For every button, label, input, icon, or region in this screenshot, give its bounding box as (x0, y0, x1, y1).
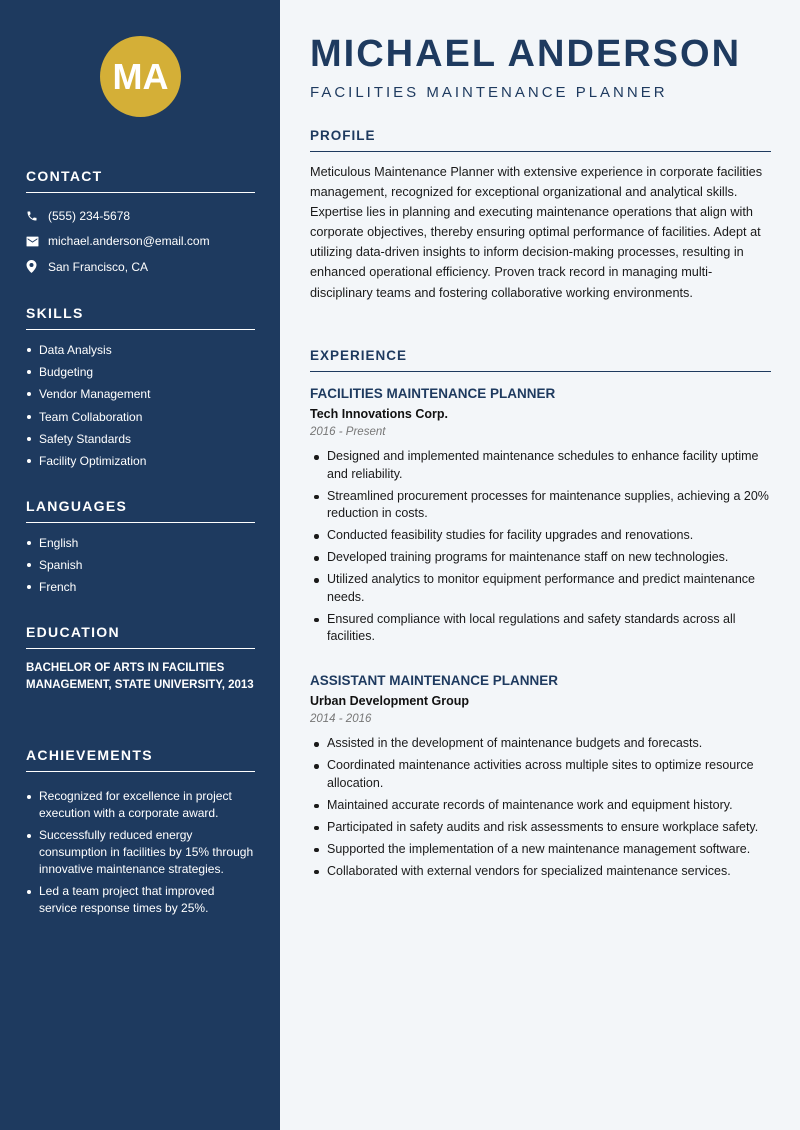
candidate-name: MICHAEL ANDERSON (310, 33, 742, 75)
contact-phone (26, 203, 255, 229)
list-item: English (26, 532, 255, 554)
skills-section (26, 305, 255, 472)
skills-heading: SKILLS (26, 305, 255, 330)
list-item: Conducted feasibility studies for facility upgrades and renovations. (310, 527, 771, 545)
company-name: Tech Innovations Corp. (310, 407, 448, 421)
candidate-title: FACILITIES MAINTENANCE PLANNER (310, 84, 668, 101)
education-heading: EDUCATION (26, 624, 255, 649)
company-name: Urban Development Group (310, 694, 470, 708)
job-entry (310, 673, 771, 885)
list-item: Assisted in the development of maintenance budgets and forecasts. (310, 735, 771, 753)
list-item: Vendor Management (26, 383, 255, 405)
languages-list (26, 532, 255, 599)
profile-section (310, 128, 771, 303)
phone-text: (555) 234-5678 (48, 208, 131, 223)
list-item: Team Collaboration (26, 406, 255, 428)
job-title: ASSISTANT MAINTENANCE PLANNER (310, 673, 559, 688)
list-item: Designed and implemented maintenance schedules to enhance facility uptime and reliability. (310, 448, 771, 483)
contact-email (26, 229, 255, 255)
list-item: Budgeting (26, 361, 255, 383)
job-bullets (310, 448, 771, 646)
avatar-initials: MA (112, 55, 169, 97)
avatar (100, 36, 181, 117)
location-pin-icon (26, 260, 48, 273)
phone-icon (26, 210, 48, 222)
job-title: FACILITIES MAINTENANCE PLANNER (310, 386, 556, 401)
achievements-section (26, 747, 255, 922)
education-text: BACHELOR OF ARTS IN FACILITIES MANAGEMENT, STATE UNIVERSITY, 2013 (26, 662, 254, 691)
profile-heading: PROFILE (310, 128, 771, 152)
skills-list (26, 339, 255, 472)
list-item: French (26, 576, 255, 598)
languages-heading: LANGUAGES (26, 498, 255, 523)
list-item: Successfully reduced energy consumption in facilities by 15% through innovative maintenance strategies. (26, 827, 255, 878)
contact-location (26, 254, 255, 280)
list-item: Ensured compliance with local regulations and safety standards across all facilities. (310, 611, 771, 646)
list-item: Utilized analytics to monitor equipment performance and predict maintenance needs. (310, 571, 771, 606)
list-item: Spanish (26, 554, 255, 576)
list-item: Maintained accurate records of maintenance work and equipment history. (310, 797, 771, 815)
email-icon (26, 236, 48, 247)
profile-text: Meticulous Maintenance Planner with extensive experience in corporate facilities management, recognized for exceptional organizational and analytical skills. Expertise lies in planning and executing maintenance operations that align with corporate objectives, thereby ensuring optimal performance of facilities. Adept at utilizing data-driven insights to inform decision-making processes, resulting in enhanced operational efficiency. Proven track record in managing multi-disciplinary teams and fostering collaborative working environments. (310, 165, 763, 300)
list-item: Safety Standards (26, 428, 255, 450)
list-item: Facility Optimization (26, 450, 255, 472)
list-item: Participated in safety audits and risk assessments to ensure workplace safety. (310, 819, 771, 837)
achievements-list (26, 788, 255, 917)
list-item: Led a team project that improved service response times by 25%. (26, 883, 255, 917)
job-dates: 2016 - Present (310, 426, 386, 438)
list-item: Data Analysis (26, 339, 255, 361)
job-entry (310, 386, 771, 650)
job-dates: 2014 - 2016 (310, 713, 372, 725)
list-item: Recognized for excellence in project execution with a corporate award. (26, 788, 255, 822)
contact-heading: CONTACT (26, 168, 255, 193)
list-item: Collaborated with external vendors for specialized maintenance services. (310, 863, 771, 881)
list-item: Developed training programs for maintenance staff on new technologies. (310, 549, 771, 567)
experience-heading: EXPERIENCE (310, 348, 771, 372)
email-text: michael.anderson@email.com (48, 234, 210, 249)
sidebar (0, 0, 280, 1130)
list-item: Supported the implementation of a new maintenance management software. (310, 841, 771, 859)
languages-section (26, 498, 255, 599)
achievements-heading: ACHIEVEMENTS (26, 747, 255, 772)
contact-section (26, 168, 255, 280)
list-item: Streamlined procurement processes for maintenance supplies, achieving a 20% reduction in costs. (310, 488, 771, 523)
list-item: Coordinated maintenance activities across multiple sites to optimize resource allocation. (310, 757, 771, 792)
location-text: San Francisco, CA (48, 259, 149, 274)
experience-section (310, 348, 771, 372)
job-bullets (310, 735, 771, 880)
education-section (26, 624, 255, 694)
